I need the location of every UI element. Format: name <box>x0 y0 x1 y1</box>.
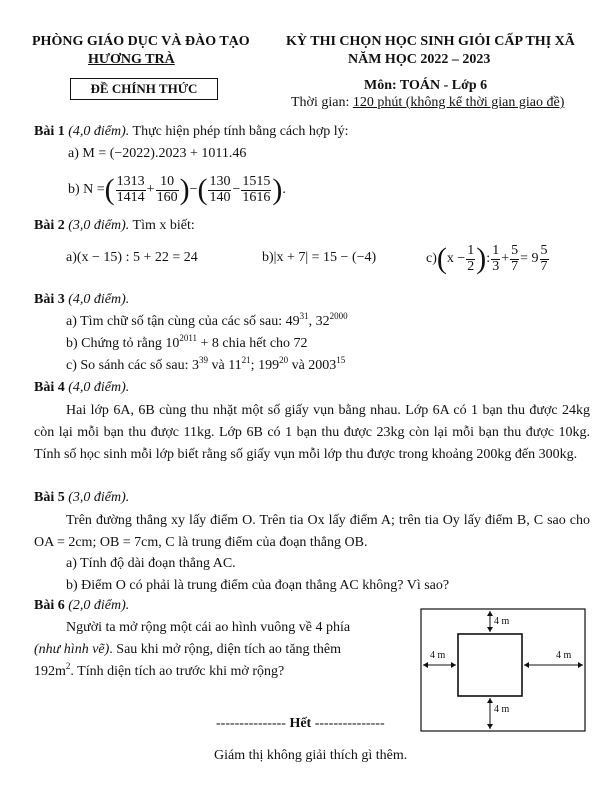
time-line <box>291 95 564 111</box>
frac-130-140: $\frac{130}{140}$ <box>209 173 231 205</box>
bai2-points: (3,0 điểm). <box>64 218 130 233</box>
bai5-heading <box>34 490 129 506</box>
bai2-a: a)(x − 15) : 5 + 22 = 24 <box>66 250 198 265</box>
bai6-line3: $192m^2$. Tính diện tích ao trước khi mở rộng? <box>34 661 285 679</box>
bai6-line2: (như hình vẽ). Sau khi mở rộng, diện tích ao tăng thêm <box>34 642 342 657</box>
bai1-a-expr: (−2022).2023 + 1011.46 <box>109 146 247 161</box>
footer-note: Giám thị không giải thích gì thêm. <box>214 748 408 763</box>
bai6-heading <box>34 598 129 614</box>
fig-left-label: 4 m <box>430 650 446 661</box>
dept-line1: PHÒNG GIÁO DỤC VÀ ĐÀO TẠO <box>32 34 250 49</box>
bai2-title: Bài 2 <box>34 218 65 233</box>
bai5-a: a) Tính độ dài đoạn thẳng AC. <box>66 556 236 571</box>
frac-10-160: $\frac{10}{160}$ <box>156 173 178 205</box>
bai1-heading <box>34 124 349 140</box>
bai5-body: Trên đường thẳng xy lấy điểm O. Trên tia Ox lấy điểm A; trên tia Oy lấy điểm B, C sao cho OA = 2cm; OB = 7cm, C là trung điểm của đoạn thẳng OB. <box>34 513 590 550</box>
bai1-points: (4,0 điểm). <box>64 124 130 139</box>
bai4-body: Hai lớp 6A, 6B cùng thu nhặt một số giấy vụn bằng nhau. Lớp 6A có 1 bạn thu được 24kg còn lại mỗi bạn thu được 11kg. Lớp 6B có 1 bạn thu được 23kg còn lại mỗi bạn thu được 10kg. Tính số học sinh mỗi lớp biết rằng số giấy vụn mỗi lớp thu được trong khoảng 200kg đến 300kg. <box>34 403 590 462</box>
bai3-points: (4,0 điểm). <box>64 292 130 307</box>
bai2-c: c) ( x − $\frac{1}{2}$ ) : $\frac{1}{3}$ + $\frac{5}{7}$ = 9 $\frac{5}{7}$ <box>426 242 548 275</box>
bai2-prompt: Tìm x biết: <box>129 218 195 233</box>
bai4-title: Bài 4 <box>34 380 65 395</box>
bai1-b-label: b) N = <box>68 182 105 197</box>
bai1-a-label: a) M = <box>68 146 110 161</box>
frac-1313-1414: $\frac{1313}{1414}$ <box>116 173 145 205</box>
bai2-heading <box>34 218 195 234</box>
bai3-c: c) So sánh các số sau: $3^{39}$ và $11^{21}$; $199^{20}$ và 2003$^{15}$ <box>66 355 346 373</box>
bai1-prompt: Thực hiện phép tính bằng cách hợp lý: <box>129 124 349 139</box>
bai3-heading <box>34 292 129 308</box>
end-line <box>216 716 385 732</box>
exam-line2: NĂM HỌC 2022 – 2023 <box>348 52 491 67</box>
bai1-b: b) N = ( $\frac{1313}{1414}$ + $\frac{10}{160}$ ) − ( $\frac{130}{140}$ − $\frac{1515}{1616}$ ) . <box>68 173 286 206</box>
time-value: 120 phút (không kể thời gian giao đề) <box>352 95 565 110</box>
official-label: ĐỀ CHÍNH THỨC <box>70 78 218 100</box>
exam-line1: KỲ THI CHỌN HỌC SINH GIỎI CẤP THỊ XÃ <box>286 34 575 49</box>
bai6-title: Bài 6 <box>34 598 65 613</box>
bai6-line1: Người ta mở rộng một cái ao hình vuông về 4 phía <box>66 620 351 635</box>
bai3-title: Bài 3 <box>34 292 65 307</box>
bai5-body-wrap <box>34 510 590 554</box>
end-label: Hết <box>285 716 315 731</box>
end-dashes-left: --------------- <box>216 716 286 731</box>
time-prefix: Thời gian: <box>291 95 353 110</box>
bai3-a: a) Tìm chữ số tận cùng của các số sau: $49^{31}$, $32^{2000}$ <box>66 311 348 329</box>
frac-1515-1616: $\frac{1515}{1616}$ <box>242 173 271 205</box>
dept-line2: HƯƠNG TRÀ <box>88 52 175 67</box>
bai4-body-wrap <box>34 400 590 466</box>
bai1-a <box>68 146 246 162</box>
bai5-points: (3,0 điểm). <box>64 490 130 505</box>
bai6-points: (2,0 điểm). <box>64 598 130 613</box>
bai4-points: (4,0 điểm). <box>64 380 130 395</box>
fig-top-label: 4 m <box>494 616 510 627</box>
bai3-b: b) Chứng tỏ rằng $10^{2011} + 8$ chia hết cho 72 <box>66 333 308 351</box>
pond-figure <box>420 608 586 732</box>
bai5-b: b) Điểm O có phải là trung điểm của đoạn thẳng AC không? Vì sao? <box>66 578 450 593</box>
bai1-title: Bài 1 <box>34 124 65 139</box>
bai4-heading <box>34 380 129 396</box>
fig-bottom-label: 4 m <box>494 704 510 715</box>
bai2-b: b)|x + 7| = 15 − (−4) <box>262 250 377 265</box>
bai5-title: Bài 5 <box>34 490 65 505</box>
fig-right-label: 4 m <box>556 650 572 661</box>
end-dashes-right: --------------- <box>314 716 385 731</box>
subject: Môn: TOÁN - Lớp 6 <box>364 78 488 93</box>
